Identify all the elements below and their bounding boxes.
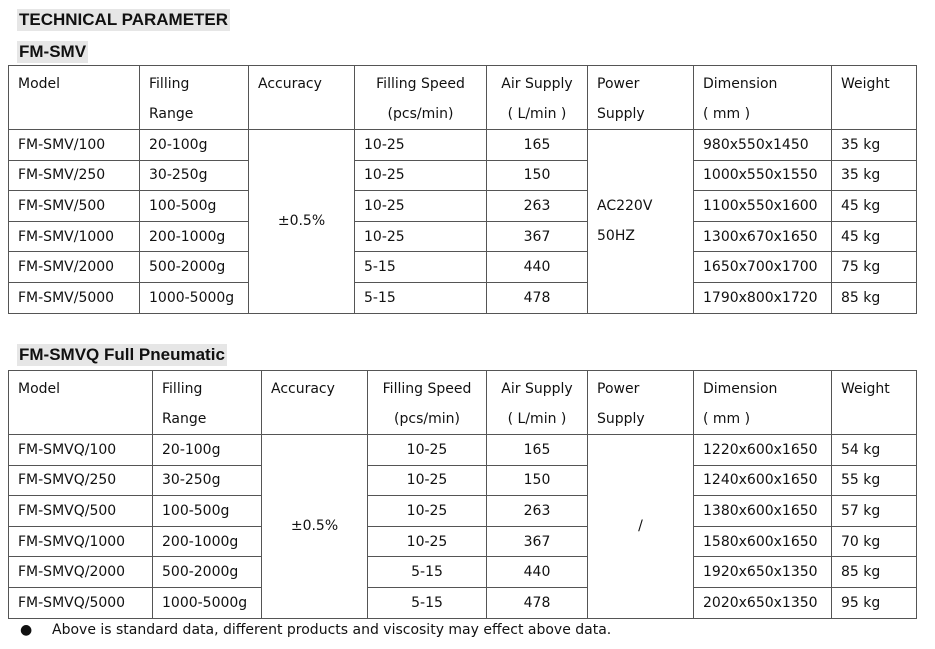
cell-model: FM-SMV/500 [9, 191, 140, 222]
cell-range: 100-500g [140, 191, 249, 222]
cell-model: FM-SMV/5000 [9, 282, 140, 313]
cell-weight: 85 kg [832, 282, 917, 313]
table-row [9, 221, 917, 252]
cell-dimension: 1380x600x1650 [694, 496, 832, 527]
cell-weight: 45 kg [832, 221, 917, 252]
cell-range: 20-100g [140, 130, 249, 161]
cell-dimension: 1300x670x1650 [694, 221, 832, 252]
cell-range: 30-250g [140, 160, 249, 191]
cell-weight: 45 kg [832, 191, 917, 222]
table-row [9, 435, 917, 466]
footnote [20, 622, 611, 638]
header-accuracy: Accuracy [262, 371, 368, 435]
cell-dimension: 1000x550x1550 [694, 160, 832, 191]
cell-dimension: 1220x600x1650 [694, 435, 832, 466]
header-model: Model [9, 371, 153, 435]
cell-model: FM-SMVQ/250 [9, 465, 153, 496]
header-power-supply: Power Supply [588, 371, 694, 435]
cell-air: 165 [487, 130, 588, 161]
header-air-supply: Air Supply ( L/min ) [487, 371, 588, 435]
smv-section-title: FM-SMV [19, 42, 87, 61]
cell-dimension: 980x550x1450 [694, 130, 832, 161]
cell-air: 263 [487, 191, 588, 222]
header-accuracy: Accuracy [249, 66, 355, 130]
header-dimension: Dimension ( mm ) [694, 371, 832, 435]
cell-weight: 95 kg [832, 587, 917, 618]
cell-range: 1000-5000g [153, 587, 262, 618]
smvq-section-title: FM-SMVQ Full Pneumatic [19, 345, 225, 364]
cell-range: 30-250g [153, 465, 262, 496]
cell-range: 500-2000g [140, 252, 249, 283]
cell-model: FM-SMV/250 [9, 160, 140, 191]
cell-power: AC220V 50HZ [588, 130, 694, 314]
cell-speed: 5-15 [368, 587, 487, 618]
table-row [9, 130, 917, 161]
cell-range: 200-1000g [153, 526, 262, 557]
page-title: TECHNICAL PARAMETER [19, 10, 229, 29]
cell-range: 200-1000g [140, 221, 249, 252]
cell-weight: 35 kg [832, 160, 917, 191]
cell-weight: 35 kg [832, 130, 917, 161]
cell-speed: 10-25 [355, 130, 487, 161]
cell-speed: 5-15 [368, 557, 487, 588]
cell-air: 367 [487, 526, 588, 557]
cell-dimension: 1790x800x1720 [694, 282, 832, 313]
cell-dimension: 1100x550x1600 [694, 191, 832, 222]
table-row [9, 465, 917, 496]
cell-weight: 57 kg [832, 496, 917, 527]
cell-power: / [588, 435, 694, 619]
cell-weight: 54 kg [832, 435, 917, 466]
cell-air: 165 [487, 435, 588, 466]
cell-model: FM-SMVQ/500 [9, 496, 153, 527]
cell-air: 478 [487, 587, 588, 618]
cell-speed: 10-25 [368, 526, 487, 557]
cell-speed: 10-25 [368, 496, 487, 527]
cell-model: FM-SMVQ/1000 [9, 526, 153, 557]
cell-air: 367 [487, 221, 588, 252]
cell-model: FM-SMV/100 [9, 130, 140, 161]
table-row [9, 282, 917, 313]
cell-accuracy: ±0.5% [262, 435, 368, 619]
cell-model: FM-SMV/1000 [9, 221, 140, 252]
header-filling-speed: Filling Speed (pcs/min) [368, 371, 487, 435]
cell-air: 150 [487, 160, 588, 191]
cell-air: 440 [487, 557, 588, 588]
table-row [9, 191, 917, 222]
cell-speed: 10-25 [355, 221, 487, 252]
table-row [9, 496, 917, 527]
cell-model: FM-SMVQ/2000 [9, 557, 153, 588]
cell-dimension: 1650x700x1700 [694, 252, 832, 283]
header-dimension: Dimension ( mm ) [694, 66, 832, 130]
table-header-row [9, 371, 917, 435]
cell-model: FM-SMVQ/100 [9, 435, 153, 466]
cell-accuracy: ±0.5% [249, 130, 355, 314]
cell-speed: 5-15 [355, 252, 487, 283]
header-filling-range: Filling Range [153, 371, 262, 435]
cell-range: 20-100g [153, 435, 262, 466]
header-air-supply: Air Supply ( L/min ) [487, 66, 588, 130]
cell-weight: 85 kg [832, 557, 917, 588]
cell-model: FM-SMVQ/5000 [9, 587, 153, 618]
cell-air: 263 [487, 496, 588, 527]
header-power-supply: Power Supply [588, 66, 694, 130]
table-row [9, 557, 917, 588]
header-filling-range: Filling Range [140, 66, 249, 130]
cell-air: 150 [487, 465, 588, 496]
table-row [9, 252, 917, 283]
cell-dimension: 1920x650x1350 [694, 557, 832, 588]
header-weight: Weight [832, 371, 917, 435]
bullet-icon: ● [20, 622, 33, 638]
cell-dimension: 1580x600x1650 [694, 526, 832, 557]
table-row [9, 526, 917, 557]
footnote-text: Above is standard data, different products and viscosity may effect above data. [52, 622, 612, 638]
cell-speed: 10-25 [368, 465, 487, 496]
cell-dimension: 1240x600x1650 [694, 465, 832, 496]
smvq-spec-table [8, 370, 917, 619]
header-model: Model [9, 66, 140, 130]
cell-speed: 10-25 [355, 160, 487, 191]
cell-weight: 55 kg [832, 465, 917, 496]
cell-air: 440 [487, 252, 588, 283]
header-filling-speed: Filling Speed (pcs/min) [355, 66, 487, 130]
cell-weight: 75 kg [832, 252, 917, 283]
cell-range: 500-2000g [153, 557, 262, 588]
cell-speed: 5-15 [355, 282, 487, 313]
table-row [9, 160, 917, 191]
cell-speed: 10-25 [355, 191, 487, 222]
cell-weight: 70 kg [832, 526, 917, 557]
cell-air: 478 [487, 282, 588, 313]
table-header-row [9, 66, 917, 130]
smv-spec-table [8, 65, 917, 314]
header-weight: Weight [832, 66, 917, 130]
cell-model: FM-SMV/2000 [9, 252, 140, 283]
cell-range: 100-500g [153, 496, 262, 527]
cell-range: 1000-5000g [140, 282, 249, 313]
table-row [9, 587, 917, 618]
cell-speed: 10-25 [368, 435, 487, 466]
cell-dimension: 2020x650x1350 [694, 587, 832, 618]
